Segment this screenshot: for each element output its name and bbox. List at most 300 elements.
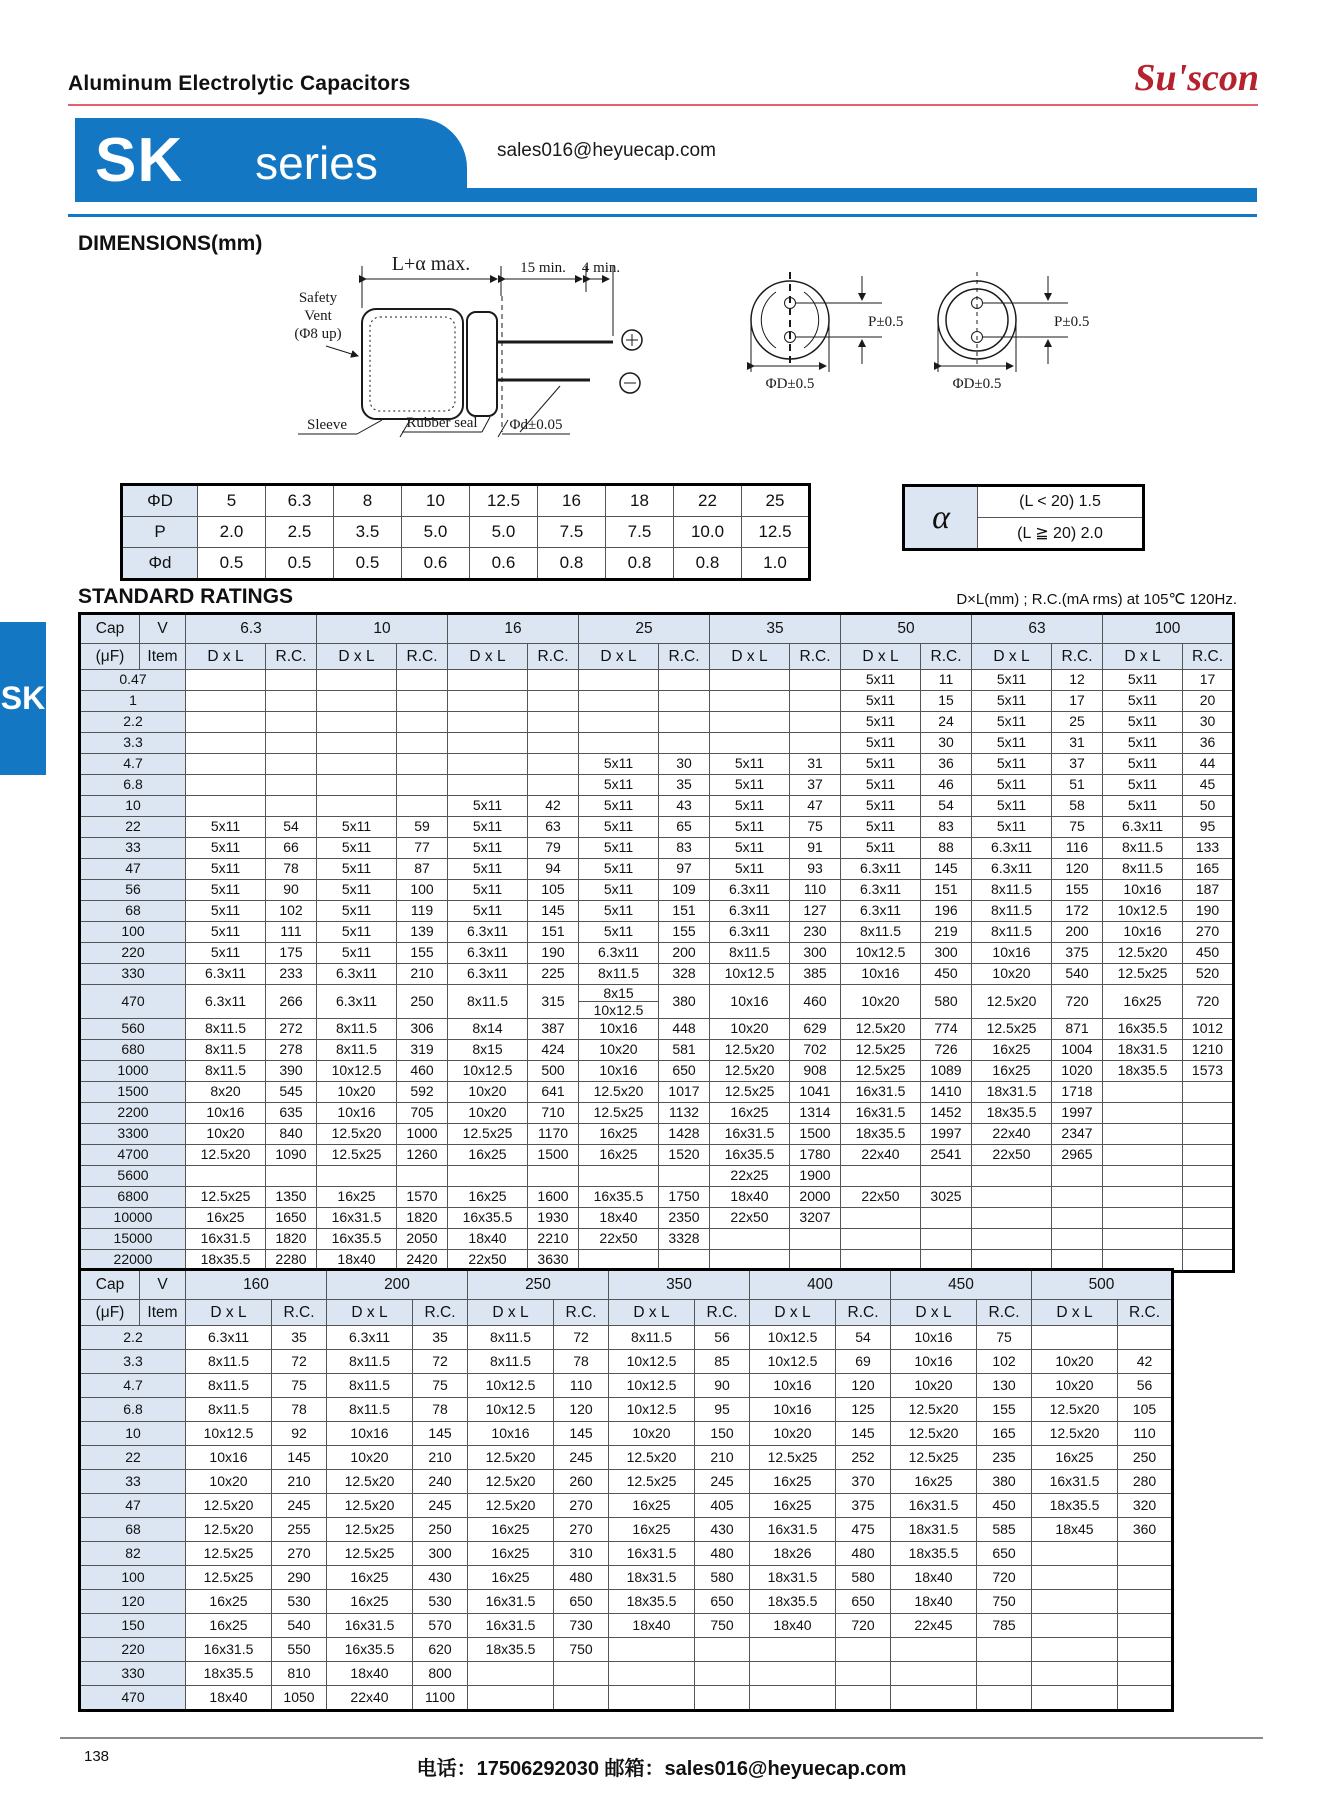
dim-value-cell: 16	[538, 485, 606, 517]
dxl-cell	[1103, 1187, 1183, 1208]
dxl-cell: 10x12.5	[317, 1061, 397, 1082]
rc-cell: 111	[266, 922, 317, 943]
rc-cell: 300	[921, 943, 972, 964]
rc-cell: 2347	[1052, 1124, 1103, 1145]
dxl-cell	[841, 1166, 921, 1187]
dxl-cell	[710, 670, 790, 691]
rc-cell: 328	[659, 964, 710, 985]
dxl-cell	[317, 1166, 397, 1187]
rc-cell: 650	[977, 1542, 1032, 1566]
rc-cell: 650	[554, 1590, 609, 1614]
dxl-cell: 22x50	[972, 1145, 1052, 1166]
ratings-row	[80, 1542, 1173, 1566]
dxl-cell: 10x16	[891, 1350, 977, 1374]
rc-cell	[1183, 1250, 1234, 1272]
dxl-cell: 6.3x11	[186, 964, 266, 985]
rc-cell: 17	[1052, 691, 1103, 712]
dxl-cell: 6.3x11	[710, 880, 790, 901]
rc-cell	[1118, 1638, 1173, 1662]
rc-cell	[836, 1662, 891, 1686]
rc-cell: 110	[1118, 1422, 1173, 1446]
dxl-cell: 16x25	[609, 1494, 695, 1518]
rc-cell: 36	[1183, 733, 1234, 754]
dxl-cell: 8x11.5	[972, 880, 1052, 901]
dxl-cell: 8x11.5	[317, 1019, 397, 1040]
rc-cell: 92	[272, 1422, 327, 1446]
dxl-cell: 5x11	[579, 880, 659, 901]
dxl-cell: 12.5x20	[186, 1494, 272, 1518]
rc-cell: 30	[921, 733, 972, 754]
ratings-table-2	[78, 1268, 1174, 1712]
dxl-cell: 8x15	[448, 1040, 528, 1061]
item-header: Item	[140, 644, 186, 670]
rc-cell: 702	[790, 1040, 841, 1061]
rc-cell: 520	[1183, 964, 1234, 985]
rc-cell	[1118, 1542, 1173, 1566]
capacitor-body	[362, 309, 463, 419]
rc-cell: 165	[1183, 859, 1234, 880]
rc-cell: 300	[790, 943, 841, 964]
dxl-cell: 10x16	[750, 1398, 836, 1422]
voltage-header: 50	[841, 614, 972, 644]
rc-cell: 385	[790, 964, 841, 985]
lead-dimension-table-inner	[120, 483, 811, 581]
ratings-row	[80, 796, 1234, 817]
dim-value-cell: 8	[334, 485, 402, 517]
dxl-cell: 16x35.5	[579, 1187, 659, 1208]
rc-cell	[266, 775, 317, 796]
footer-divider	[60, 1737, 1263, 1739]
dxl-cell: 5x11	[972, 712, 1052, 733]
dxl-cell: 16x25	[1103, 985, 1183, 1019]
rc-header: R.C.	[977, 1300, 1032, 1326]
rc-cell: 30	[659, 754, 710, 775]
dxl-cell: 5x11	[841, 670, 921, 691]
dxl-cell: 16x31.5	[710, 1124, 790, 1145]
dxl-cell: 8x11.5	[186, 1398, 272, 1422]
rc-cell: 1718	[1052, 1082, 1103, 1103]
rc-cell: 190	[1183, 901, 1234, 922]
rc-cell: 97	[659, 859, 710, 880]
rc-cell: 908	[790, 1061, 841, 1082]
dim-label-cell: ΦD	[122, 485, 198, 517]
rc-cell: 54	[266, 817, 317, 838]
cap-cell: 6.8	[80, 1398, 186, 1422]
rc-cell	[397, 754, 448, 775]
rc-cell: 78	[266, 859, 317, 880]
rc-cell	[790, 670, 841, 691]
rc-cell: 1000	[397, 1124, 448, 1145]
dxl-cell: 16x25	[186, 1590, 272, 1614]
ratings-row	[80, 1446, 1173, 1470]
dxl-cell: 22x50	[448, 1250, 528, 1272]
dxl-cell: 12.5x20	[710, 1040, 790, 1061]
rc-cell	[1183, 1145, 1234, 1166]
dxl-cell	[609, 1638, 695, 1662]
dxl-cell: 6.3x11	[448, 922, 528, 943]
rc-cell: 120	[1052, 859, 1103, 880]
dxl-cell	[710, 691, 790, 712]
rc-cell	[397, 691, 448, 712]
rc-cell: 56	[1118, 1374, 1173, 1398]
dxl-cell: 8x11.5	[468, 1326, 554, 1350]
dxl-cell	[1032, 1566, 1118, 1590]
rc-cell: 190	[528, 943, 579, 964]
ratings-row	[80, 1103, 1234, 1124]
rc-cell: 151	[921, 880, 972, 901]
rc-cell: 387	[528, 1019, 579, 1040]
rc-cell: 59	[397, 817, 448, 838]
dxl-cell: 10x20	[1032, 1350, 1118, 1374]
rc-cell	[1183, 1082, 1234, 1103]
rc-cell: 290	[272, 1566, 327, 1590]
dxl-cell: 12.5x20	[1032, 1422, 1118, 1446]
rc-cell	[528, 1166, 579, 1187]
cap-cell: 470	[80, 985, 186, 1019]
dxl-cell: 5x11	[1103, 796, 1183, 817]
voltage-header: 63	[972, 614, 1103, 644]
dxl-cell: 10x16	[972, 943, 1052, 964]
rc-cell: 1089	[921, 1061, 972, 1082]
dxl-cell: 16x31.5	[609, 1542, 695, 1566]
ratings-row	[80, 943, 1234, 964]
rc-cell: 1930	[528, 1208, 579, 1229]
dxl-cell: 16x25	[972, 1061, 1052, 1082]
rc-cell: 580	[695, 1566, 750, 1590]
dxl-cell: 5x11	[448, 859, 528, 880]
dxl-cell: 6.3x11	[841, 859, 921, 880]
dxl-cell: 16x25	[579, 1145, 659, 1166]
rc-cell: 83	[921, 817, 972, 838]
dxl-cell	[710, 1229, 790, 1250]
rc-cell	[836, 1638, 891, 1662]
rc-cell: 1314	[790, 1103, 841, 1124]
dxl-cell	[841, 1229, 921, 1250]
cap-cell: 4.7	[80, 754, 186, 775]
rc-cell	[1183, 1187, 1234, 1208]
dxl-cell	[317, 712, 397, 733]
rc-cell: 252	[836, 1446, 891, 1470]
dxl-header: D x L	[468, 1300, 554, 1326]
rc-cell	[921, 1166, 972, 1187]
dxl-cell: 16x25	[1032, 1446, 1118, 1470]
rc-cell	[1118, 1566, 1173, 1590]
rc-cell	[397, 670, 448, 691]
rc-cell	[921, 1229, 972, 1250]
dxl-cell: 16x31.5	[841, 1103, 921, 1124]
dxl-cell: 18x31.5	[1103, 1040, 1183, 1061]
rc-cell: 266	[266, 985, 317, 1019]
dxl-cell: 5x11	[186, 922, 266, 943]
sleeve-leader	[357, 420, 382, 434]
dxl-cell	[972, 1166, 1052, 1187]
ratings-row	[80, 1374, 1173, 1398]
rc-cell	[528, 775, 579, 796]
dxl-cell: 12.5x20	[317, 1124, 397, 1145]
rc-cell: 100	[397, 880, 448, 901]
cap-cell: 100	[80, 922, 186, 943]
dxl-cell: 22x25	[710, 1166, 790, 1187]
rc-cell: 570	[413, 1614, 468, 1638]
rc-cell: 119	[397, 901, 448, 922]
dxl-cell: 5x11	[317, 859, 397, 880]
voltage-header: 16	[448, 614, 579, 644]
rc-cell: 172	[1052, 901, 1103, 922]
ratings-row	[80, 1638, 1173, 1662]
rc-cell	[790, 691, 841, 712]
rc-cell	[659, 733, 710, 754]
dxl-cell: 5x11	[448, 880, 528, 901]
dxl-cell: 10x12.5	[468, 1374, 554, 1398]
dxl-cell: 5x11	[579, 838, 659, 859]
rc-cell: 75	[977, 1326, 1032, 1350]
ratings-row	[80, 775, 1234, 796]
dxl-cell: 16x25	[710, 1103, 790, 1124]
dxl-cell	[710, 712, 790, 733]
rc-cell: 278	[266, 1040, 317, 1061]
dxl-cell: 5x11	[579, 922, 659, 943]
dxl-cell	[317, 754, 397, 775]
rc-cell	[266, 712, 317, 733]
rc-cell: 20	[1183, 691, 1234, 712]
rc-cell: 50	[1183, 796, 1234, 817]
dxl-cell: 10x12.5	[609, 1350, 695, 1374]
dxl-cell	[579, 691, 659, 712]
safety-vent-label-2: Vent	[304, 308, 332, 324]
dxl-cell: 10x20	[750, 1422, 836, 1446]
dxl-cell: 6.3x11	[186, 985, 266, 1019]
dxl-cell: 10x16	[186, 1446, 272, 1470]
rc-cell: 726	[921, 1040, 972, 1061]
voltage-header: 400	[750, 1270, 891, 1300]
rc-cell: 545	[266, 1082, 317, 1103]
dxl-cell	[579, 712, 659, 733]
rc-cell: 1570	[397, 1187, 448, 1208]
rc-cell	[528, 733, 579, 754]
rc-cell: 500	[528, 1061, 579, 1082]
rc-cell	[528, 670, 579, 691]
dxl-cell	[317, 691, 397, 712]
dxl-cell: 12.5x25	[841, 1061, 921, 1082]
rc-cell	[1118, 1326, 1173, 1350]
cap-cell: 3300	[80, 1124, 186, 1145]
dxl-cell: 16x25	[609, 1518, 695, 1542]
rubber-seal-label: Rubber seal	[406, 415, 478, 431]
dxl-cell: 5x11	[710, 838, 790, 859]
rc-cell: 11	[921, 670, 972, 691]
rc-cell: 580	[921, 985, 972, 1019]
dxl-cell: 5x11	[972, 796, 1052, 817]
rc-cell: 78	[554, 1350, 609, 1374]
rc-cell: 58	[1052, 796, 1103, 817]
rc-cell: 35	[413, 1326, 468, 1350]
dxl-cell: 10x12.5	[750, 1350, 836, 1374]
rc-cell: 36	[921, 754, 972, 775]
dxl-cell	[579, 733, 659, 754]
dim-value-cell: 0.8	[674, 548, 742, 580]
dxl-cell: 8x11.5	[579, 964, 659, 985]
voltage-header: 250	[468, 1270, 609, 1300]
dxl-header: D x L	[327, 1300, 413, 1326]
rc-cell: 109	[659, 880, 710, 901]
l-alpha-label: L+α max.	[391, 253, 471, 275]
dxl-cell: 5x11	[841, 691, 921, 712]
dxl-cell: 10x16	[1103, 922, 1183, 943]
rc-cell: 1820	[397, 1208, 448, 1229]
dxl-cell: 18x35.5	[186, 1250, 266, 1272]
series-banner	[75, 118, 467, 202]
cap-cell: 4700	[80, 1145, 186, 1166]
dim-label-cell: Φd	[122, 548, 198, 580]
p-tolerance-label-2: P±0.5	[1054, 314, 1090, 330]
voltage-header: 100	[1103, 614, 1234, 644]
rc-header: R.C.	[921, 644, 972, 670]
rc-cell: 1090	[266, 1145, 317, 1166]
rc-cell: 635	[266, 1103, 317, 1124]
rc-cell: 1100	[413, 1686, 468, 1711]
ratings-heading: STANDARD RATINGS	[78, 585, 294, 608]
ratings-row	[80, 712, 1234, 733]
dxl-cell: 18x40	[579, 1208, 659, 1229]
ratings-row	[80, 1166, 1234, 1187]
dxl-cell: 6.3x11	[579, 943, 659, 964]
dxl-cell: 12.5x20	[1032, 1398, 1118, 1422]
cap-cell: 47	[80, 1494, 186, 1518]
rc-cell	[790, 1229, 841, 1250]
dxl-cell: 10x16	[327, 1422, 413, 1446]
rc-cell: 1050	[272, 1686, 327, 1711]
dxl-cell	[750, 1686, 836, 1711]
dxl-cell: 5x11	[317, 817, 397, 838]
rc-cell: 45	[1183, 775, 1234, 796]
rc-cell: 155	[397, 943, 448, 964]
rc-cell: 580	[836, 1566, 891, 1590]
dxl-cell: 16x25	[579, 1124, 659, 1145]
rc-cell: 540	[272, 1614, 327, 1638]
dxl-cell: 12.5x20	[468, 1446, 554, 1470]
rc-cell: 105	[528, 880, 579, 901]
rc-cell: 102	[977, 1350, 1032, 1374]
page-title: Aluminum Electrolytic Capacitors	[68, 72, 411, 95]
rc-cell: 315	[528, 985, 579, 1019]
rc-cell: 63	[528, 817, 579, 838]
dxl-cell: 5x11	[841, 712, 921, 733]
dxl-cell: 10x16	[891, 1326, 977, 1350]
ratings-row	[80, 733, 1234, 754]
dim-value-cell: 2.0	[198, 517, 266, 548]
dxl-cell: 5x11	[579, 796, 659, 817]
dim-value-cell: 5.0	[402, 517, 470, 548]
dxl-cell	[891, 1686, 977, 1711]
dimensions-heading: DIMENSIONS(mm)	[78, 232, 263, 255]
dxl-cell: 12.5x20	[841, 1019, 921, 1040]
rc-header: R.C.	[659, 644, 710, 670]
rc-cell: 1750	[659, 1187, 710, 1208]
dxl-cell	[1103, 1082, 1183, 1103]
dxl-cell: 5x11	[972, 775, 1052, 796]
dxl-cell: 22x40	[841, 1145, 921, 1166]
cap-cell: 22000	[80, 1250, 186, 1272]
series-word: series	[255, 137, 378, 189]
rc-cell	[397, 733, 448, 754]
p-tolerance-label-1: P±0.5	[868, 314, 904, 330]
dxl-cell: 10x20	[1032, 1374, 1118, 1398]
rc-cell: 79	[528, 838, 579, 859]
dxl-cell: 16x25	[468, 1542, 554, 1566]
dxl-header: D x L	[448, 644, 528, 670]
ratings-row	[80, 1662, 1173, 1686]
rc-cell: 1210	[1183, 1040, 1234, 1061]
ratings-row	[80, 964, 1234, 985]
dxl-cell: 18x40	[327, 1662, 413, 1686]
rc-cell	[659, 691, 710, 712]
dxl-cell: 6.3x11	[186, 1326, 272, 1350]
dxl-cell: 16x35.5	[317, 1229, 397, 1250]
rc-cell: 54	[836, 1326, 891, 1350]
voltage-header-row	[80, 1270, 1173, 1300]
dxl-cell: 6.3x11	[317, 985, 397, 1019]
rc-cell: 1573	[1183, 1061, 1234, 1082]
dxl-cell	[1032, 1326, 1118, 1350]
dxl-cell: 12.5x25	[841, 1040, 921, 1061]
dxl-cell: 10x20	[186, 1124, 266, 1145]
rc-cell: 1900	[790, 1166, 841, 1187]
rc-cell: 245	[272, 1494, 327, 1518]
rc-cell: 629	[790, 1019, 841, 1040]
dxl-cell: 5x11	[972, 733, 1052, 754]
item-header: Item	[140, 1300, 186, 1326]
ratings-note: D×L(mm) ; R.C.(mA rms) at 105℃ 120Hz.	[956, 591, 1237, 608]
dxl-cell: 8x14	[448, 1019, 528, 1040]
dxl-header: D x L	[186, 1300, 272, 1326]
rc-header: R.C.	[272, 1300, 327, 1326]
dxl-cell	[1103, 1145, 1183, 1166]
dim-value-cell: 12.5	[742, 517, 810, 548]
rc-cell: 450	[1183, 943, 1234, 964]
dim-value-cell: 10	[402, 485, 470, 517]
safety-vent-label-3: (Φ8 up)	[294, 326, 342, 342]
dxl-cell: 16x31.5	[468, 1590, 554, 1614]
rc-cell: 151	[528, 922, 579, 943]
rc-header: R.C.	[266, 644, 317, 670]
rc-cell: 155	[977, 1398, 1032, 1422]
dxl-cell: 5x11	[841, 817, 921, 838]
dxl-cell: 10x12.5	[1103, 901, 1183, 922]
dxl-cell: 10x20	[448, 1103, 528, 1124]
dxl-header: D x L	[1032, 1300, 1118, 1326]
dxl-cell: 18x31.5	[750, 1566, 836, 1590]
cap-cell: 220	[80, 1638, 186, 1662]
rc-cell: 233	[266, 964, 317, 985]
dxl-cell: 5x11	[448, 817, 528, 838]
rc-cell	[1052, 1187, 1103, 1208]
dxl-cell: 5x11	[710, 859, 790, 880]
rc-cell: 1428	[659, 1124, 710, 1145]
dxl-cell: 12.5x20	[327, 1494, 413, 1518]
dxl-cell: 5x11	[579, 775, 659, 796]
dxl-cell: 18x40	[891, 1566, 977, 1590]
dxl-cell	[448, 670, 528, 691]
dxl-cell: 8x11.5	[317, 1040, 397, 1061]
rc-cell: 31	[790, 754, 841, 775]
dxl-cell: 12.5x20	[468, 1494, 554, 1518]
rc-cell: 380	[659, 985, 710, 1019]
rc-cell: 540	[1052, 964, 1103, 985]
dxl-cell: 12.5x25	[750, 1446, 836, 1470]
rc-cell: 235	[977, 1446, 1032, 1470]
rc-cell: 30	[1183, 712, 1234, 733]
rc-cell	[1183, 1229, 1234, 1250]
